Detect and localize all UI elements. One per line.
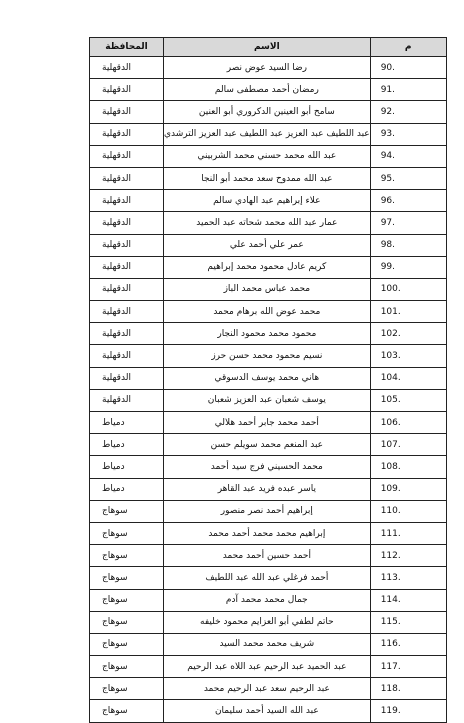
table-row [90,545,447,567]
row-governorate-cell: سوهاج [90,500,164,522]
row-governorate-cell: الدقهلية [90,167,164,189]
row-name-cell: محمود محمد محمود النجار [164,323,371,345]
row-governorate-cell: الدقهلية [90,256,164,278]
row-number-cell: 93. [370,123,446,145]
row-governorate-cell: دمياط [90,478,164,500]
row-number-cell: 114. [370,589,446,611]
table-row [90,301,447,323]
row-governorate-cell: سوهاج [90,545,164,567]
table-row [90,434,447,456]
row-number-cell: 102. [370,323,446,345]
table-row [90,367,447,389]
names-table [89,37,447,723]
row-number-cell: 98. [370,234,446,256]
row-number-cell: 92. [370,101,446,123]
row-governorate-cell: دمياط [90,434,164,456]
table-row [90,79,447,101]
row-name-cell: عبد الرحيم سعد عبد الرحيم محمد [164,678,371,700]
table-body [90,57,447,723]
row-name-cell: سامح أبو العينين الدكروري أبو العنين [164,101,371,123]
row-number-cell: 115. [370,611,446,633]
header-number: م [370,38,446,57]
row-number-cell: 97. [370,212,446,234]
table-row [90,567,447,589]
table-row [90,611,447,633]
table-row [90,656,447,678]
row-governorate-cell: الدقهلية [90,145,164,167]
row-name-cell: ياسر عبده فريد عبد القاهر [164,478,371,500]
row-number-cell: 104. [370,367,446,389]
table-row [90,234,447,256]
table-row [90,278,447,300]
row-name-cell: إبراهيم محمد محمد أحمد محمد [164,522,371,544]
table-row [90,190,447,212]
row-number-cell: 103. [370,345,446,367]
row-governorate-cell: سوهاج [90,678,164,700]
table-row [90,589,447,611]
row-governorate-cell: دمياط [90,412,164,434]
table-row [90,633,447,655]
row-name-cell: رضا السيد عوض نصر [164,57,371,79]
row-governorate-cell: سوهاج [90,589,164,611]
row-governorate-cell: الدقهلية [90,234,164,256]
row-governorate-cell: سوهاج [90,522,164,544]
row-name-cell: أحمد حسين أحمد محمد [164,545,371,567]
row-number-cell: 112. [370,545,446,567]
row-governorate-cell: الدقهلية [90,278,164,300]
row-name-cell: عبد الله ممدوح سعد محمد أبو النجا [164,167,371,189]
table-header-row [90,38,447,57]
row-governorate-cell: سوهاج [90,567,164,589]
row-name-cell: عبد الله السيد أحمد سليمان [164,700,371,722]
row-governorate-cell: الدقهلية [90,367,164,389]
row-name-cell: هاني محمد يوسف الدسوقي [164,367,371,389]
table-row [90,101,447,123]
row-number-cell: 117. [370,656,446,678]
row-number-cell: 91. [370,79,446,101]
row-governorate-cell: الدقهلية [90,323,164,345]
row-governorate-cell: الدقهلية [90,190,164,212]
row-governorate-cell: سوهاج [90,656,164,678]
row-number-cell: 96. [370,190,446,212]
header-name: الاسم [164,38,371,57]
row-governorate-cell: الدقهلية [90,101,164,123]
row-number-cell: 94. [370,145,446,167]
table-row [90,500,447,522]
table-row [90,345,447,367]
row-name-cell: محمد الحسيني فرج سيد أحمد [164,456,371,478]
row-governorate-cell: الدقهلية [90,57,164,79]
row-name-cell: عبد الله محمد حسني محمد الشربيني [164,145,371,167]
row-governorate-cell: الدقهلية [90,345,164,367]
table-row [90,700,447,722]
row-name-cell: أحمد فرغلي عبد الله عبد اللطيف [164,567,371,589]
header-governorate: المحافظة [90,38,164,57]
row-name-cell: يوسف شعبان عبد العزيز شعبان [164,389,371,411]
row-name-cell: حاتم لطفي أبو العزايم محمود خليفه [164,611,371,633]
row-name-cell: محمد عوض الله برهام محمد [164,301,371,323]
row-number-cell: 113. [370,567,446,589]
table-row [90,167,447,189]
row-governorate-cell: الدقهلية [90,123,164,145]
row-number-cell: 99. [370,256,446,278]
table-row [90,256,447,278]
row-number-cell: 105. [370,389,446,411]
table-row [90,522,447,544]
row-governorate-cell: دمياط [90,456,164,478]
table-row [90,456,447,478]
row-governorate-cell: سوهاج [90,633,164,655]
table-row [90,57,447,79]
row-name-cell: عبد اللطيف عبد العزيز عبد اللطيف عبد العزيز الترشدي [164,123,371,145]
table-row [90,212,447,234]
row-name-cell: محمد عباس محمد الباز [164,278,371,300]
table-row [90,123,447,145]
table-row [90,412,447,434]
row-number-cell: 118. [370,678,446,700]
row-name-cell: أحمد محمد جابر أحمد هلالي [164,412,371,434]
row-name-cell: نسيم محمود محمد حسن حرز [164,345,371,367]
row-number-cell: 109. [370,478,446,500]
row-governorate-cell: سوهاج [90,700,164,722]
table-row [90,323,447,345]
table-row [90,478,447,500]
row-number-cell: 116. [370,633,446,655]
row-number-cell: 111. [370,522,446,544]
row-number-cell: 101. [370,301,446,323]
row-governorate-cell: الدقهلية [90,301,164,323]
row-name-cell: شريف محمد محمد السيد [164,633,371,655]
document-page [89,37,447,723]
table-row [90,389,447,411]
row-governorate-cell: سوهاج [90,611,164,633]
row-name-cell: عمر علي أحمد علي [164,234,371,256]
row-number-cell: 90. [370,57,446,79]
row-governorate-cell: الدقهلية [90,212,164,234]
row-number-cell: 95. [370,167,446,189]
row-name-cell: جمال محمد محمد آدم [164,589,371,611]
row-name-cell: عبد المنعم محمد سويلم حسن [164,434,371,456]
row-governorate-cell: الدقهلية [90,79,164,101]
row-name-cell: عبد الحميد عبد الرحيم عبد اللاه عبد الرحيم [164,656,371,678]
table-row [90,678,447,700]
row-number-cell: 108. [370,456,446,478]
row-name-cell: عمار عبد الله محمد شحاته عبد الحميد [164,212,371,234]
table-row [90,145,447,167]
row-number-cell: 106. [370,412,446,434]
row-name-cell: علاء إبراهيم عبد الهادي سالم [164,190,371,212]
row-number-cell: 100. [370,278,446,300]
row-number-cell: 110. [370,500,446,522]
row-number-cell: 107. [370,434,446,456]
row-name-cell: إبراهيم أحمد نصر منصور [164,500,371,522]
row-number-cell: 119. [370,700,446,722]
row-governorate-cell: الدقهلية [90,389,164,411]
row-name-cell: رمضان أحمد مصطفى سالم [164,79,371,101]
row-name-cell: كريم عادل محمود محمد إبراهيم [164,256,371,278]
